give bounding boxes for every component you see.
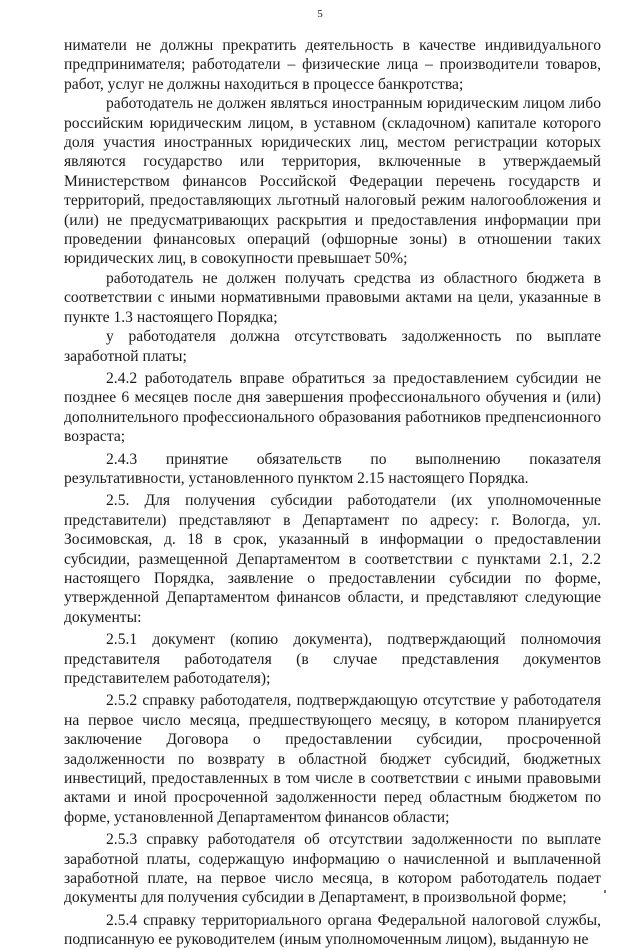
paragraph-wage-arrears: у работодателя должна отсутствовать задолженность по выплате заработной платы; — [64, 328, 601, 365]
scan-artifact — [604, 890, 606, 893]
paragraph-2-5-3: 2.5.3 справку работодателя об отсутствии задолженности по выплате заработной платы, содержащую информацию о начисленной и выплаченной заработной плате, на первое число месяца, в котором работодатель подает документы для получения субсидии в Департамент, в произвольной форме; — [64, 831, 601, 907]
paragraph-2-5-2: 2.5.2 справку работодателя, подтверждающую отсутствие у работодателя на первое число месяца, предшествующего месяцу, в котором планируется заключение Договора о предоставлении субсидии, просроченной задолженности по возврату в областной бюджет субсидий, бюджетных инвестиций, предоставленных в том числе в соответствии с иными правовыми актами и иной просроченной задолженности перед областным бюджетом по форме, установленной Департаментом финансов области; — [64, 692, 601, 826]
paragraph-foreign-entity: работодатель не должен являться иностранным юридическим лицом либо российским юридическим лицом, в уставном (складочном) капитале которого доля участия иностранных юридических лиц, местом регистрации которых являются государство или территория, включенные в утверждаемый Министерством финансов Российской Федерации перечень государств и территорий, предоставляющих льготный налоговый режим налогообложения и (или) не предусматривающих раскрытия и предоставления информации при проведении финансовых операций (офшорные зоны) в отношении таких юридических лиц, в совокупности превышает 50%; — [64, 95, 601, 268]
paragraph-2-4-3: 2.4.3 принятие обязательств по выполнению показателя результативности, установленного пунктом 2.15 настоящего Порядка. — [64, 450, 601, 487]
paragraph-2-4-2: 2.4.2 работодатель вправе обратиться за предоставлением субсидии не позднее 6 месяцев после дня завершения профессионального обучения и (или) дополнительного профессионального образования работников предпенсионного возраста; — [64, 369, 601, 446]
page-number: 5 — [317, 8, 323, 20]
paragraph-regional-budget: работодатель не должен получать средства из областного бюджета в соответствии с иными нормативными правовыми актами на цели, указанные в пункте 1.3 настоящего Порядка; — [64, 269, 601, 326]
paragraph-2-5-4: 2.5.4 справку территориального органа Федеральной налоговой службы, подписанную ее руководителем (иным уполномоченным лицом), выданную не — [64, 911, 601, 949]
paragraph-continuation: ниматели не должны прекратить деятельность в качестве индивидуального предпринимателя; работодатели – физические лица – производители товаров, работ, услуг не должны находиться в процессе банкротства; — [64, 37, 601, 93]
paragraph-2-5-1: 2.5.1 документ (копию документа), подтверждающий полномочия представителя работодателя (в случае представления документов представителем работодателя); — [64, 631, 601, 687]
paragraph-2-5: 2.5. Для получения субсидии работодатели (их уполномоченные представители) представляют в Департамент по адресу: г. Вологда, ул. Зосимовская, д. 18 в срок, указанный в информации о предоставлении субсидии, размещенной Департаментом в соответствии с пунктами 2.1, 2.2 настоящего Порядка, заявление о предоставлении субсидии по форме, утвержденной Департаментом финансов области, и представляют следующие документы: — [64, 492, 601, 626]
document-body — [64, 36, 601, 950]
